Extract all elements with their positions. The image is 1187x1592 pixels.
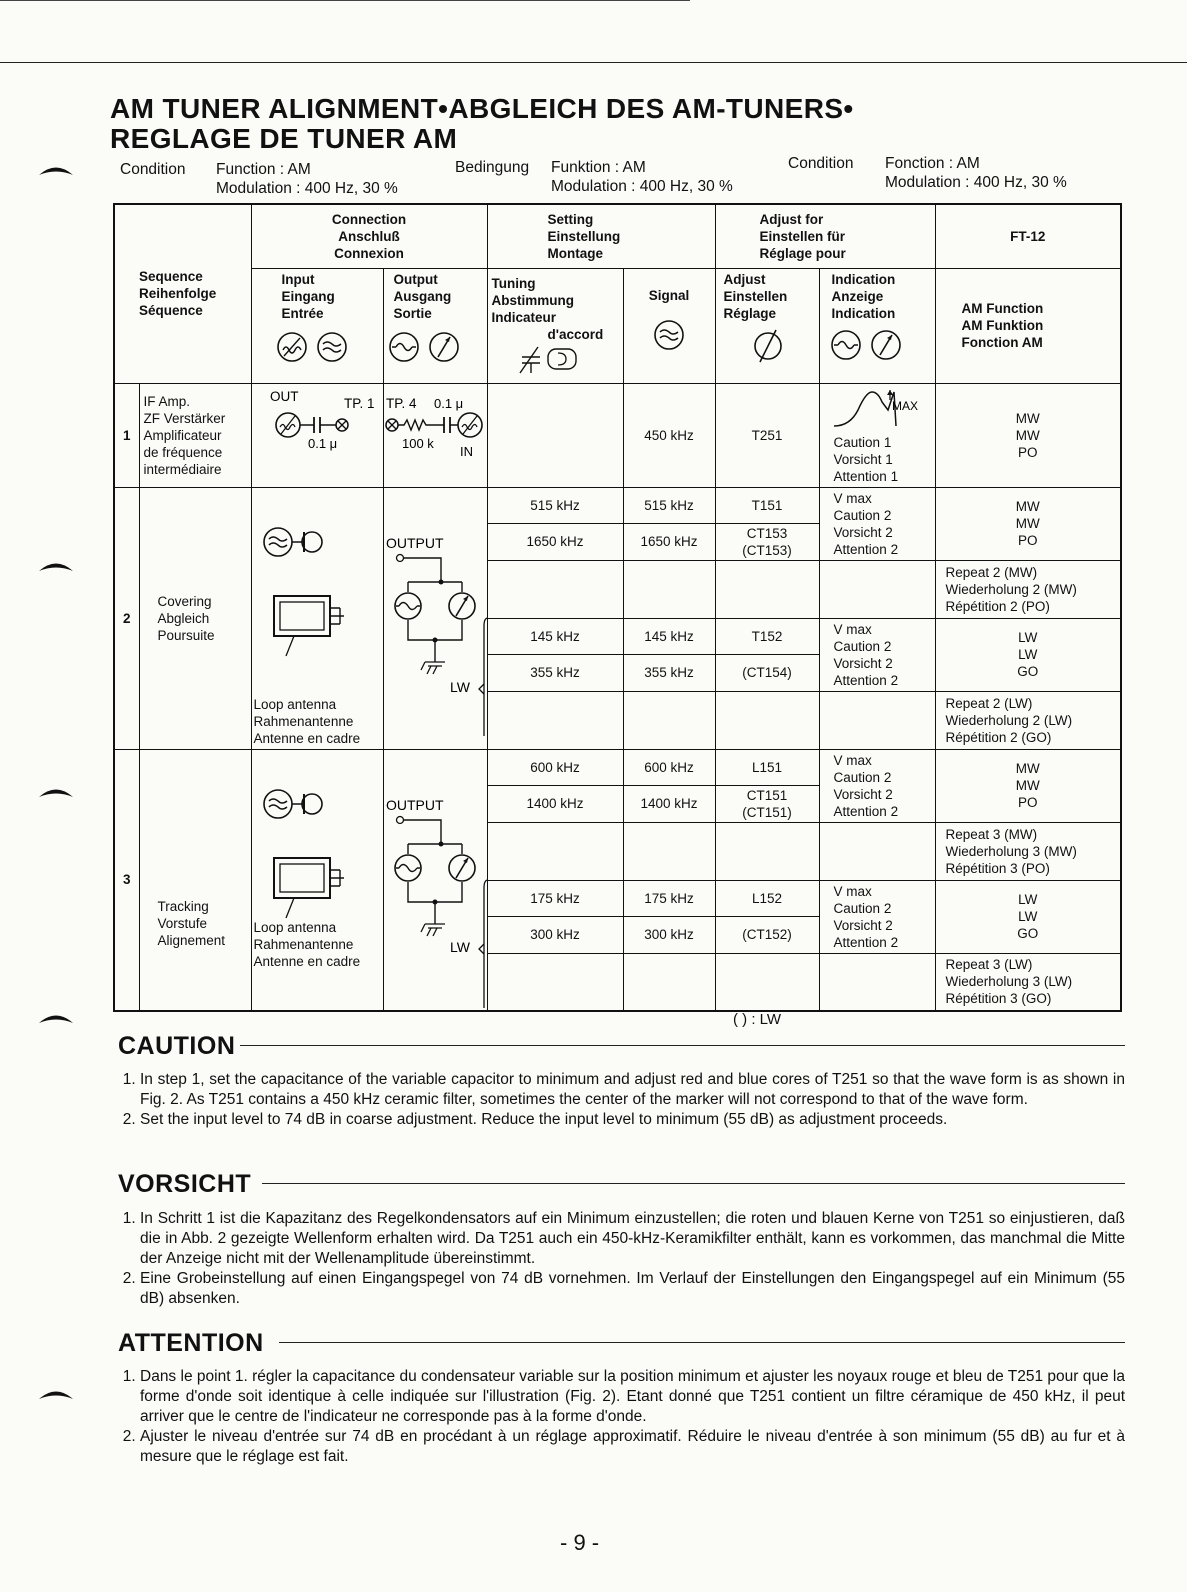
step-2-mw-adjust-2-line: CT153 — [746, 525, 788, 541]
step-3-lw-ft12-line: LW — [1018, 909, 1038, 924]
step-2-mw-repeat-empty — [623, 560, 715, 618]
caution-rule — [240, 1045, 1125, 1046]
header-tuning-fr: Indicateur — [491, 309, 557, 325]
step-1-output-tp-label: TP. 4 — [385, 395, 417, 411]
step-1-ft12-line: MW — [1015, 427, 1040, 443]
step-3-mw-signal-1: 600 kHz — [623, 749, 715, 786]
condition-fr-label: Condition — [788, 155, 854, 172]
header-adjust-en: Adjust — [723, 271, 766, 287]
header-signal — [623, 268, 715, 383]
step-3-mw-signal-2: 1400 kHz — [623, 786, 715, 823]
step-2-mw-indication-line: Attention 2 — [833, 541, 899, 557]
header-input-fr: Entrée — [281, 305, 324, 321]
header-tuning — [487, 268, 623, 383]
step-3-lw-ft12 — [935, 880, 1121, 953]
step-3-mw-repeat-empty — [819, 822, 935, 880]
step-3-input-diagram — [260, 786, 392, 926]
step-3-lw-adjust-2: (CT152) — [715, 917, 819, 954]
header-output — [383, 268, 487, 383]
condition-en-modulation: Modulation : 400 Hz, 30 % — [216, 180, 398, 197]
step-2-mw-adjust-2 — [715, 524, 819, 561]
step-1-number: 1 — [114, 383, 139, 487]
header-adjust-for-fr: Réglage pour — [759, 245, 846, 261]
step-2-mw-repeat-line: Répétition 2 (PO) — [945, 598, 1050, 614]
title-line-1: AM TUNER ALIGNMENT•ABGLEICH DES AM-TUNERS• — [110, 93, 854, 124]
step-1-ft12-line: PO — [1018, 444, 1038, 460]
step-1-sequence — [139, 383, 251, 487]
caution-item: 2. Set the input level to 74 dB in coarse adjustment. Reduce the input level to minimum (55 dB) as adjustment proceeds. — [140, 1110, 1125, 1130]
header-input-de: Eingang — [281, 288, 335, 304]
step-3-mw-repeat-empty — [487, 822, 623, 880]
adjust-tool-icon — [748, 326, 788, 366]
header-input — [251, 268, 383, 383]
header-output-en: Output — [393, 271, 438, 287]
header-signal-text: Signal — [648, 288, 690, 303]
step-1-sequence-line: de fréquence — [143, 444, 223, 460]
header-am-function-de: AM Funktion — [961, 318, 1044, 333]
step-2-lw-repeat-empty — [487, 691, 623, 749]
header-am-function-en: AM Function — [961, 301, 1044, 316]
step-2-lw-repeat — [935, 691, 1121, 749]
binder-mark — [38, 786, 74, 798]
step-1-output-res-label: 100 k — [401, 435, 434, 451]
step-3-loop-antenna — [252, 919, 383, 1010]
step-2-lw-tuning-2: 355 kHz — [487, 655, 623, 692]
attention-item: 1. Dans le point 1. régler la capacitance du condensateur variable sur la position minimum et ajuster les noyaux rouge et bleu de T251 pour que la forme d'onde soit identique à celle indiquée sur l'illustration (Fig. 2). Etant donné que T251 contient un filtre céramique de 450 kHz, il peut arriver que le centre de l'indicateur ne corresponde pas à la forme d'onde. — [140, 1367, 1125, 1427]
step-3-lw-signal-1: 175 kHz — [623, 880, 715, 917]
step-3-mw-repeat-line: Répétition 3 (PO) — [945, 860, 1050, 876]
step-3-sequence-line: Alignement — [157, 933, 226, 949]
step-2-mw-ft12-line: PO — [1018, 533, 1038, 548]
variable-capacitor-icon — [516, 343, 586, 377]
signal-generator-icon — [652, 318, 686, 352]
vorsicht-heading: VORSICHT — [118, 1170, 252, 1198]
step-2-loop-line: Rahmenantenne — [253, 713, 354, 729]
condition-fr-block — [885, 154, 1067, 192]
step-2-lw-adjust-2: (CT154) — [715, 655, 819, 692]
step-3-lw-tuning-2: 300 kHz — [487, 917, 623, 954]
step-2-mw-repeat-line: Wiederholung 2 (MW) — [945, 581, 1077, 597]
step-1-tuning — [487, 383, 623, 487]
header-setting-de: Einstellung — [547, 228, 621, 244]
step-2-sequence-line: Poursuite — [157, 627, 215, 643]
step-1-output-in-label: IN — [459, 443, 473, 459]
step-2-lw-label: LW — [449, 678, 470, 695]
step-2-lw-ft12 — [935, 618, 1121, 691]
step-2-mw-repeat — [935, 560, 1121, 618]
step-3-mw-repeat-line: Wiederholung 3 (MW) — [945, 843, 1077, 859]
step-3-loop-line: Antenne en cadre — [253, 954, 361, 969]
header-tuning-fr-2: d'accord — [547, 326, 604, 342]
vorsicht-rule — [262, 1183, 1125, 1184]
header-connection — [251, 204, 487, 268]
step-2-input-diagram — [260, 524, 392, 664]
step-2-mw-adjust-2-line: (CT153) — [742, 542, 792, 558]
header-ft12: FT-12 — [935, 204, 1121, 268]
top-rule — [0, 0, 690, 1]
step-3-mw-indication-line: Caution 2 — [833, 769, 892, 785]
step-2-mw-tuning-1: 515 kHz — [487, 487, 623, 524]
step-2-lw-repeat-line: Wiederholung 2 (LW) — [945, 712, 1073, 728]
step-1-adjust: T251 — [715, 383, 819, 487]
header-setting — [487, 204, 715, 268]
step-1-input-out-label: OUT — [269, 388, 299, 404]
step-2-lw-indication — [819, 618, 935, 691]
step-1-input — [251, 383, 383, 487]
step-2-mw-repeat-empty — [819, 560, 935, 618]
step-2-mw-ft12-line: MW — [1015, 516, 1040, 531]
step-3-lw-repeat — [935, 953, 1121, 1011]
header-connection-fr: Connexion — [334, 245, 404, 261]
step-2-lw-ft12-line: GO — [1017, 664, 1039, 679]
step-3-lw-ft12-line: GO — [1017, 926, 1039, 941]
condition-en-label: Condition — [120, 161, 186, 178]
step-3-lw-ft12-line: LW — [1018, 892, 1038, 907]
step-2-lw-repeat-empty — [715, 691, 819, 749]
condition-fr-function: Fonction : AM — [885, 155, 980, 172]
step-3-lw-signal-2: 300 kHz — [623, 917, 715, 954]
step-1-output — [383, 383, 487, 487]
step-1-input-circuit — [252, 384, 384, 484]
step-3-lw-indication — [819, 880, 935, 953]
step-3-lw-label: LW — [449, 938, 470, 955]
step-3-sequence-line: Vorstufe — [157, 916, 208, 932]
step-2-sequence-line: Abgleich — [157, 610, 210, 626]
step-2-lw-indication-line: Attention 2 — [833, 672, 899, 688]
step-2-lw-ft12-line: LW — [1018, 647, 1038, 662]
step-3-lw-tuning-1: 175 kHz — [487, 880, 623, 917]
step-2-lw-indication-line: V max — [833, 621, 872, 637]
step-2-sequence — [139, 487, 251, 749]
step-3-lw-indication-line: Caution 2 — [833, 900, 892, 916]
caution-text — [118, 1070, 1125, 1130]
step-3-loop-line: Loop antenna — [253, 920, 337, 935]
step-2-loop-antenna — [252, 696, 383, 749]
vorsicht-item: 1. In Schritt 1 ist die Kapazitanz des Regelkondensators auf ein Minimum einzustellen; die roten und blauen Kerne von T251 so einjustieren, daß die in Abb. 2 gezeigte Wellenform erhalten wird. Da T251 auch ein 450-kHz-Keramikfilter enthält, kann es vorkommen, das manchmal die Mitte der Anzeige nicht mit der Wellenamplitude übereinstimmt. — [140, 1209, 1125, 1269]
step-1-input-cap-label: 0.1 μ — [307, 435, 337, 451]
step-3-mw-tuning-1: 600 kHz — [487, 749, 623, 786]
step-2-mw-indication-line: V max — [833, 490, 872, 506]
step-3-lw-repeat-line: Repeat 3 (LW) — [945, 957, 1033, 973]
step-1-sequence-line: ZF Verstärker — [143, 410, 226, 426]
step-1-max-label: MAX — [891, 398, 918, 413]
step-2-input — [251, 487, 383, 749]
step-3-lw-adjust-1: L152 — [715, 880, 819, 917]
step-1-indication-line: Attention 1 — [833, 468, 899, 484]
header-adjust — [715, 268, 819, 383]
step-2-loop-line: Loop antenna — [253, 696, 337, 712]
step-1-sequence-line: intermédiaire — [143, 461, 222, 477]
step-3-mw-ft12-line: PO — [1018, 795, 1038, 810]
caution-item: 1. In step 1, set the capacitance of the variable capacitor to minimum and adjust red and blue cores of T251 so that the wave form is as shown in Fig. 2. As T251 contains a 450 kHz ceramic filter, sometimes the center of the marker will not correspond to that of the wave form. — [140, 1070, 1125, 1110]
step-3-output-label: OUTPUT — [385, 796, 444, 813]
binder-mark — [38, 164, 74, 176]
step-2-lw-repeat-empty — [623, 691, 715, 749]
step-3-number: 3 — [114, 749, 139, 1011]
header-adjust-de: Einstellen — [723, 288, 788, 304]
alignment-table — [113, 203, 1122, 1012]
step-2-output-diagram — [384, 488, 490, 738]
header-setting-fr: Montage — [547, 245, 604, 261]
step-3-output-diagram — [384, 750, 490, 1012]
header-adjust-for-de: Einstellen für — [759, 228, 846, 244]
step-2-output — [383, 487, 487, 749]
indication-symbols-icon — [830, 328, 920, 362]
header-input-en: Input — [281, 271, 315, 287]
attention-text — [118, 1367, 1125, 1467]
attention-heading: ATTENTION — [118, 1329, 264, 1357]
step-1-ft12 — [935, 383, 1121, 487]
step-3-mw-repeat-empty — [623, 822, 715, 880]
step-3-lw-indication-line: V max — [833, 883, 872, 899]
step-1-indication-line: Caution 1 — [833, 434, 892, 450]
header-tuning-en: Tuning — [491, 275, 536, 291]
step-1-indication-line: Vorsicht 1 — [833, 451, 893, 467]
step-1-output-cap-label: 0.1 μ — [433, 395, 463, 411]
condition-de-block — [551, 158, 733, 196]
step-3-mw-ft12 — [935, 749, 1121, 822]
step-2-lw-ft12-line: LW — [1018, 630, 1038, 645]
step-3-mw-repeat-empty — [715, 822, 819, 880]
header-connection-en: Connection — [331, 211, 407, 227]
step-3-lw-indication-line: Vorsicht 2 — [833, 917, 893, 933]
step-3-sequence-line: Tracking — [157, 899, 209, 915]
header-indication-en: Indication — [831, 271, 896, 287]
step-3-mw-adjust-2-line: CT151 — [746, 787, 788, 803]
step-3-mw-adjust-1: L151 — [715, 749, 819, 786]
step-3-lw-repeat-empty — [715, 953, 819, 1011]
attention-item: 2. Ajuster le niveau d'entrée sur 74 dB en procédant à un réglage approximatif. Réduire le niveau d'entrée à son minimum (55 dB) au fur et à mesure que le réglage est fait. — [140, 1427, 1125, 1467]
step-2-mw-repeat-line: Repeat 2 (MW) — [945, 564, 1038, 580]
step-3-mw-indication-line: Attention 2 — [833, 803, 899, 819]
step-2-lw-repeat-line: Répétition 2 (GO) — [945, 729, 1052, 745]
step-3-lw-repeat-empty — [623, 953, 715, 1011]
condition-en-function: Function : AM — [216, 161, 311, 178]
step-1-output-circuit — [384, 384, 488, 484]
step-3-lw-indication-line: Attention 2 — [833, 934, 899, 950]
vorsicht-item: 2. Eine Grobeinstellung auf einen Eingangspegel von 74 dB vornehmen. Im Verlauf der Einstellungen den Eingangspegel auf ein Minimum (55 dB) absenken. — [140, 1269, 1125, 1309]
step-1-indication — [819, 383, 935, 487]
step-2-mw-ft12-line: MW — [1015, 499, 1040, 514]
step-2-mw-indication — [819, 487, 935, 560]
header-rule — [0, 62, 1187, 63]
step-3-lw-repeat-line: Répétition 3 (GO) — [945, 991, 1052, 1007]
step-2-lw-repeat-empty — [819, 691, 935, 749]
header-tuning-de: Abstimmung — [491, 292, 575, 308]
step-3-mw-ft12-line: MW — [1015, 778, 1040, 793]
step-1-ft12-line: MW — [1015, 410, 1040, 426]
step-3-loop-line: Rahmenantenne — [253, 937, 354, 952]
step-2-lw-tuning-1: 145 kHz — [487, 618, 623, 655]
title-line-2: REGLAGE DE TUNER AM — [110, 123, 458, 154]
step-2-sequence-line: Covering — [157, 593, 212, 609]
step-3-input — [251, 749, 383, 1011]
header-adjust-for — [715, 204, 935, 268]
binder-mark — [38, 560, 74, 572]
condition-en-block — [216, 160, 398, 198]
attention-rule — [279, 1342, 1125, 1343]
step-2-number: 2 — [114, 487, 139, 749]
step-3-lw-repeat-line: Wiederholung 3 (LW) — [945, 974, 1073, 990]
caution-heading: CAUTION — [118, 1032, 236, 1060]
lw-footnote: ( ) : LW — [733, 1011, 782, 1028]
step-3-mw-indication-line: V max — [833, 752, 872, 768]
step-2-lw-indication-line: Vorsicht 2 — [833, 655, 893, 671]
step-3-sequence — [139, 749, 251, 1011]
step-3-lw-repeat-empty — [819, 953, 935, 1011]
step-2-mw-signal-2: 1650 kHz — [623, 524, 715, 561]
step-3-mw-indication-line: Vorsicht 2 — [833, 786, 893, 802]
step-2-lw-signal-2: 355 kHz — [623, 655, 715, 692]
header-indication — [819, 268, 935, 383]
header-output-de: Ausgang — [393, 288, 452, 304]
step-3-lw-repeat-empty — [487, 953, 623, 1011]
output-symbols-icon — [388, 330, 478, 364]
step-2-lw-indication-line: Caution 2 — [833, 638, 892, 654]
binder-mark — [38, 1012, 74, 1024]
step-2-mw-ft12 — [935, 487, 1121, 560]
step-3-mw-adjust-2 — [715, 786, 819, 823]
step-1-waveform — [828, 386, 924, 430]
step-3-output — [383, 749, 487, 1011]
condition-de-label: Bedingung — [455, 159, 530, 176]
step-1-sequence-line: IF Amp. — [143, 393, 191, 409]
step-2-loop-line: Antenne en cadre — [253, 730, 361, 746]
page-number: - 9 - — [560, 1530, 600, 1555]
header-sequence-en: Sequence — [139, 269, 203, 285]
step-2-mw-tuning-2: 1650 kHz — [487, 524, 623, 561]
step-2-lw-adjust-1: T152 — [715, 618, 819, 655]
header-am-function — [935, 268, 1121, 383]
header-output-fr: Sortie — [393, 305, 432, 321]
step-3-mw-repeat-line: Repeat 3 (MW) — [945, 826, 1038, 842]
condition-de-modulation: Modulation : 400 Hz, 30 % — [551, 178, 733, 195]
step-2-lw-signal-1: 145 kHz — [623, 618, 715, 655]
header-am-function-fr: Fonction AM — [961, 335, 1043, 350]
step-2-output-label: OUTPUT — [385, 534, 444, 551]
input-symbols-icon — [276, 330, 366, 364]
step-3-mw-indication — [819, 749, 935, 822]
step-3-mw-adjust-2-line: (CT151) — [742, 804, 792, 820]
step-1-input-tp-label: TP. 1 — [343, 395, 375, 411]
condition-fr-modulation: Modulation : 400 Hz, 30 % — [885, 174, 1067, 191]
step-3-mw-ft12-line: MW — [1015, 761, 1040, 776]
header-sequence-fr: Séquence — [139, 303, 203, 319]
header-connection-de: Anschluß — [338, 228, 400, 244]
step-3-mw-tuning-2: 1400 kHz — [487, 786, 623, 823]
header-setting-en: Setting — [547, 211, 594, 227]
step-2-lw-repeat-line: Repeat 2 (LW) — [945, 695, 1033, 711]
vorsicht-text — [118, 1209, 1125, 1309]
step-2-mw-repeat-empty — [715, 560, 819, 618]
binder-mark — [38, 1388, 74, 1400]
condition-de-function: Funktion : AM — [551, 159, 646, 176]
page-title — [110, 94, 854, 154]
step-2-mw-signal-1: 515 kHz — [623, 487, 715, 524]
step-3-mw-repeat — [935, 822, 1121, 880]
step-1-signal: 450 kHz — [623, 383, 715, 487]
header-adjust-for-en: Adjust for — [759, 211, 824, 227]
header-sequence — [114, 204, 251, 383]
header-sequence-de: Reihenfolge — [139, 286, 217, 302]
step-1-sequence-line: Amplificateur — [143, 427, 222, 443]
step-2-mw-indication-line: Caution 2 — [833, 507, 892, 523]
step-2-mw-adjust-1: T151 — [715, 487, 819, 524]
step-2-mw-indication-line: Vorsicht 2 — [833, 524, 893, 540]
header-adjust-fr: Réglage — [723, 305, 777, 321]
step-2-mw-repeat-empty — [487, 560, 623, 618]
header-indication-de: Anzeige — [831, 288, 884, 304]
header-indication-fr: Indication — [831, 305, 896, 321]
